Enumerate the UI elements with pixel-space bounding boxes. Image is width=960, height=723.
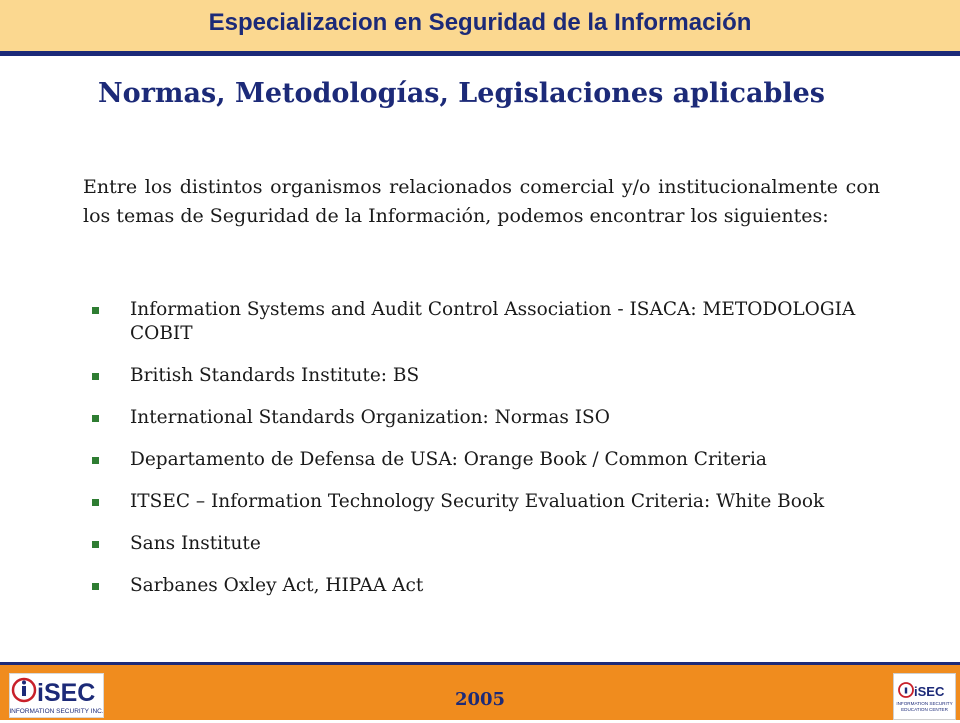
square-bullet-icon — [92, 583, 99, 590]
square-bullet-icon — [92, 541, 99, 548]
svg-text:EDUCATION CENTER: EDUCATION CENTER — [901, 707, 948, 712]
list-item-text: Sans Institute — [130, 533, 261, 554]
list-item-text: Information Systems and Audit Control Association - ISACA: METODOLOGIA COBIT — [130, 299, 856, 344]
square-bullet-icon — [92, 415, 99, 422]
square-bullet-icon — [92, 457, 99, 464]
list-item-text: International Standards Organization: Normas ISO — [130, 407, 610, 428]
square-bullet-icon — [92, 373, 99, 380]
list-item — [90, 406, 880, 430]
list-item — [90, 448, 880, 472]
svg-text:iSEC: iSEC — [37, 679, 96, 707]
header-bar — [0, 0, 960, 56]
bullet-list — [90, 298, 880, 616]
list-item — [90, 298, 880, 346]
list-item — [90, 490, 880, 514]
isec-education-logo-graphic — [894, 674, 955, 719]
list-item-text: Sarbanes Oxley Act, HIPAA Act — [130, 575, 424, 596]
list-item-text: British Standards Institute: BS — [130, 365, 420, 386]
list-item — [90, 574, 880, 598]
svg-text:INFORMATION SECURITY: INFORMATION SECURITY — [896, 701, 953, 706]
footer-bar — [0, 662, 960, 720]
list-item — [90, 532, 880, 556]
isec-education-logo — [893, 673, 956, 720]
list-item-text: ITSEC – Information Technology Security Evaluation Criteria: White Book — [130, 491, 825, 512]
square-bullet-icon — [92, 307, 99, 314]
square-bullet-icon — [92, 499, 99, 506]
list-item-text: Departamento de Defensa de USA: Orange Book / Common Criteria — [130, 449, 767, 470]
slide-title: Normas, Metodologías, Legislaciones aplicables — [98, 78, 826, 109]
footer-year: 2005 — [454, 689, 506, 710]
intro-paragraph: Entre los distintos organismos relacionados comercial y/o institucionalmente con los temas de Seguridad de la Información, podemos encontrar los siguientes: — [83, 176, 880, 227]
list-item — [90, 364, 880, 388]
svg-text:iSEC: iSEC — [914, 684, 945, 699]
header-title: Especializacion en Seguridad de la Información — [208, 8, 752, 36]
svg-text:INFORMATION SECURITY INC.: INFORMATION SECURITY INC. — [10, 708, 103, 715]
